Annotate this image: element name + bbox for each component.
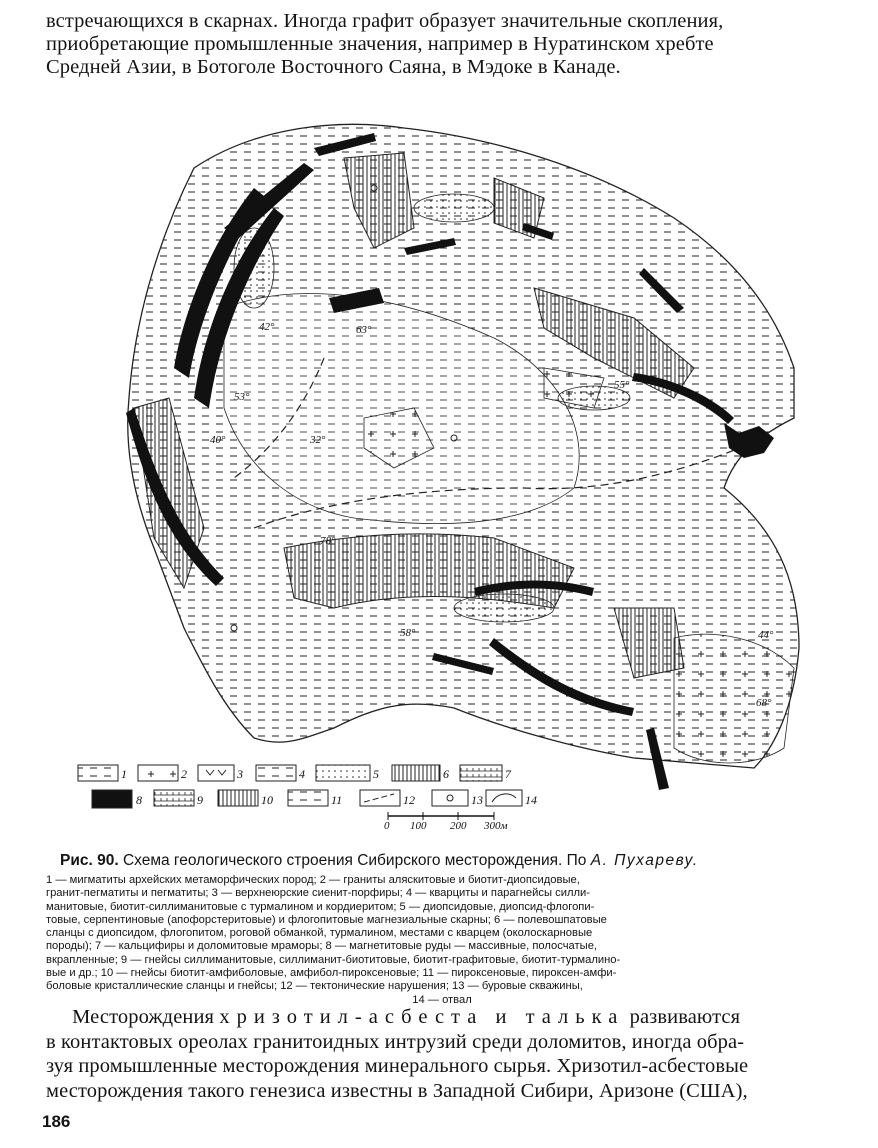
text-line: зуя промышленные месторождения минерального сырья. Хризотил-асбестовые (46, 1055, 749, 1077)
dip-label: 68° (756, 697, 772, 709)
legend-line: боловые кристаллические сланцы и гнейсы; 12 — тектонические нарушения; 13 — буровые скважины, (46, 980, 583, 993)
scale-label: 300м (484, 820, 508, 832)
text-line: приобретающие промышленные значения, например в Нуратинском хребте (46, 33, 714, 55)
emphasized-term: хризотил-асбеста и талька (219, 1006, 625, 1028)
legend-number: 8 (136, 793, 142, 807)
bottom-paragraph (46, 1005, 838, 1103)
legend-description (46, 874, 838, 1007)
legend-number: 7 (505, 767, 511, 781)
legend-line: сланцы с диопсидом, флогопитом, роговой обманкой, турмалином, местами с кварцем (околоскарновые (46, 927, 593, 940)
legend-number: 4 (299, 767, 305, 781)
dip-label: 78° (320, 535, 336, 547)
legend-line: гранит-пегматиты и пегматиты; 3 — верхнеюрские сиенит-порфиры; 4 — кварциты и парагнейсы силли- (46, 887, 590, 900)
legend-number: 12 (403, 793, 415, 807)
figure-caption (60, 852, 840, 870)
map-drawing (74, 108, 814, 838)
dip-label: 53° (234, 391, 250, 403)
legend-number: 9 (197, 793, 203, 807)
legend-number: 13 (471, 793, 483, 807)
text-line: встречающихся в скарнах. Иногда графит образует значительные скопления, (46, 10, 724, 32)
legend-line: 14 — отвал (412, 993, 472, 1006)
legend-number: 14 (525, 793, 537, 807)
dip-label: 44° (758, 629, 774, 641)
dip-label: 63° (356, 324, 372, 336)
legend-line: 1 — мигматиты архейских метаморфических пород; 2 — граниты аляскитовые и биотит-диопсидовые, (46, 874, 580, 886)
dip-label: 58° (400, 627, 416, 639)
text-segment: развиваются (624, 1006, 741, 1028)
text-line: месторождения такого генезиса известны в Западной Сибири, Аризоне (США), (46, 1079, 748, 1102)
legend-line: породы); 7 — кальцифиры и доломитовые мраморы; 8 — магнетитовые руды — массивные, полосчатые, (46, 940, 598, 953)
legend-line: товые, серпентиновые (апофорстеритовые) и флогопитовые магнезиальные скарны; 6 — полевошпатовые (46, 913, 607, 926)
text-line: Средней Азии, в Ботоголе Восточного Саяна, в Мэдоке в Канаде. (46, 56, 621, 78)
legend-number: 10 (261, 793, 273, 807)
figure-number: Рис. 90. (60, 852, 119, 869)
legend-number: 5 (373, 767, 379, 781)
dip-label: 32° (310, 434, 326, 446)
text-line: в контактовых ореолах гранитоидных интрузий среди доломитов, иногда обра- (46, 1030, 745, 1053)
top-paragraph (46, 10, 838, 79)
legend-number: 6 (443, 767, 449, 781)
caption-author: А. Пухареву. (590, 852, 699, 869)
page-number: 186 (42, 1112, 71, 1131)
legend-number: 2 (181, 767, 187, 781)
skarn-lens (454, 594, 554, 622)
legend-line: вые и др.; 10 — гнейсы биотит-амфиболовые, амфибол-пироксеновые; 11 — пироксеновые, пироксен-амфи- (46, 967, 617, 980)
geological-map-figure (74, 108, 814, 838)
scale-label: 100 (410, 820, 427, 832)
legend-line: манитовые, биотит-силлиманитовые с турмалином и кордиеритом; 5 — диопсидовые, диопсид-флогопи- (46, 900, 595, 913)
legend-number: 1 (121, 767, 127, 781)
dip-label: 55° (614, 379, 630, 391)
scale-label: 0 (384, 820, 390, 832)
skarn-lens (414, 194, 494, 222)
granite-zone (674, 634, 794, 763)
dip-label: 42° (259, 321, 275, 333)
legend-number: 11 (331, 793, 343, 807)
scale-bar (388, 812, 494, 820)
legend-line: вкрапленные; 9 — гнейсы силлиманитовые, силлиманит-биотитовые, биотит-графитовые, биотит-турмалино- (46, 953, 621, 966)
dip-label: 40° (210, 434, 226, 446)
legend-number: 3 (237, 767, 243, 781)
caption-title: Схема геологического строения Сибирского месторождения. По (118, 852, 591, 869)
scale-label: 200 (450, 820, 467, 832)
text-line (46, 1005, 838, 1030)
text-segment: Месторождения (72, 1006, 220, 1028)
